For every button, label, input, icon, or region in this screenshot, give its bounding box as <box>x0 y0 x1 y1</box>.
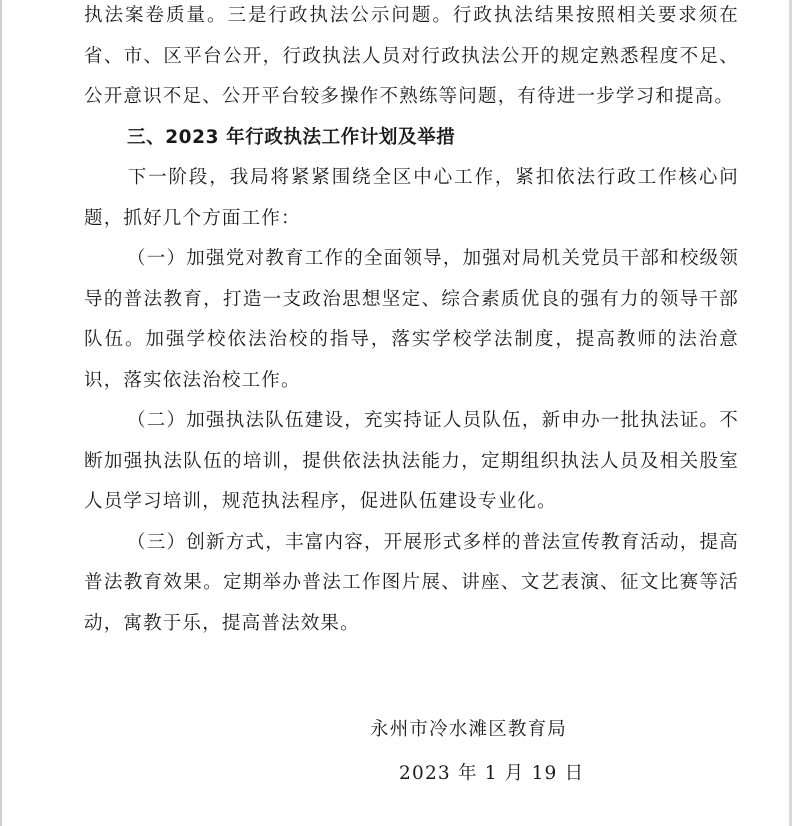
section-heading: 三、2023 年行政执法工作计划及举措 <box>127 126 456 148</box>
paragraph-item-2: （二）加强执法队伍建设，充实持证人员队伍，新申办一批执法证。不断加强执法队伍的培训，提供依法执法能力，定期组织执法人员及相关股室人员学习培训，规范执法程序，促进队伍建设专业化。 <box>84 410 739 512</box>
signature-date: 2023 年 1 月 19 日 <box>399 763 585 784</box>
document-body <box>84 0 739 644</box>
paragraph-continuation: 执法案卷质量。三是行政执法公示问题。行政执法结果按照相关要求须在省、市、区平台公开，行政执法人员对行政执法公开的规定熟悉程度不足、公开意识不足、公开平台较多操作不熟练等问题，有待进一步学习和提高。 <box>84 5 739 107</box>
page-left-edge <box>0 0 2 826</box>
paragraph-item-1: （一）加强党对教育工作的全面领导，加强对局机关党员干部和校级领导的普法教育，打造一支政治思想坚定、综合素质优良的强有力的领导干部队伍。加强学校依法治校的指导，落实学校学法制度，提高教师的法治意识，落实依法治校工作。 <box>84 248 739 391</box>
signature-organization: 永州市冷水滩区教育局 <box>370 719 568 740</box>
paragraph-intro: 下一阶段，我局将紧紧围绕全区中心工作，紧扣依法行政工作核心问题，抓好几个方面工作： <box>84 167 739 229</box>
paragraph-item-3: （三）创新方式，丰富内容，开展形式多样的普法宣传教育活动，提高普法教育效果。定期举办普法工作图片展、讲座、文艺表演、征文比赛等活动，寓教于乐，提高普法效果。 <box>84 531 739 634</box>
